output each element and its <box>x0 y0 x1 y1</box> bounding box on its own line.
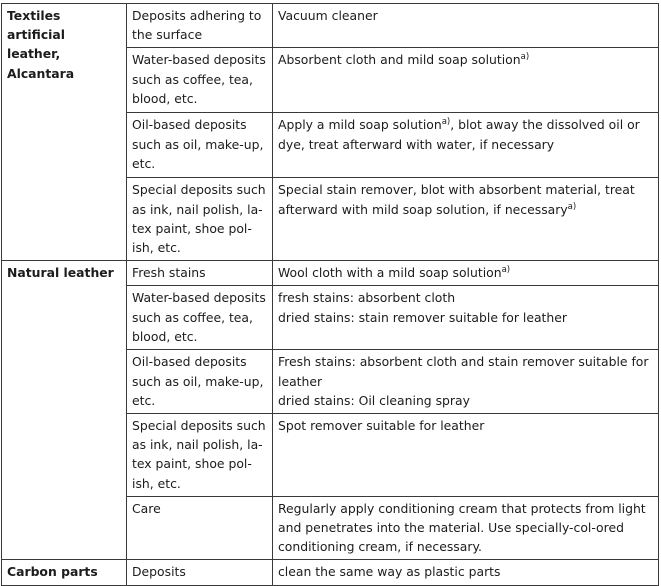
remedy-cell <box>273 4 659 48</box>
remedy-text: clean the same way as plastic parts <box>278 564 501 580</box>
stain-cell: Water-based deposits such as coffee, tea, blood, etc. <box>127 48 273 113</box>
cleaning-table <box>1 3 659 586</box>
remedy-text: Regularly apply conditioning cream that protects from light and penetrates into the material. Use specially-col-ored conditioning cream, if necessary. <box>278 500 646 555</box>
table-row <box>2 560 659 585</box>
remedy-line: Fresh stains: absorbent cloth and stain remover suitable for leather <box>278 354 649 389</box>
remedy-text: Wool cloth with a mild soap solution <box>278 265 502 281</box>
category-natural-leather: Natural leather <box>2 261 127 560</box>
stain-cell: Fresh stains <box>127 261 273 286</box>
stain-cell: Care <box>127 496 273 560</box>
remedy-cell <box>273 496 659 560</box>
stain-cell: Oil-based deposits such as oil, make-up, etc. <box>127 350 273 414</box>
stain-cell: Oil-based deposits such as oil, make-up, etc. <box>127 113 273 178</box>
category-carbon-parts: Carbon parts <box>2 560 127 585</box>
remedy-line: dried stains: Oil cleaning spray <box>278 392 470 408</box>
category-label: Textiles <box>7 8 61 23</box>
remedy-cell <box>273 261 659 286</box>
footnote-marker: a) <box>441 117 451 128</box>
remedy-cell <box>273 113 659 178</box>
remedy-cell <box>273 178 659 261</box>
stain-cell: Deposits <box>127 560 273 585</box>
remedy-cell <box>273 48 659 113</box>
footnote-marker: a) <box>501 265 511 276</box>
table-row <box>2 4 659 48</box>
remedy-text: Apply a mild soap solution <box>278 117 442 133</box>
remedy-line: dried stains: stain remover suitable for leather <box>278 309 567 325</box>
stain-cell: Special deposits such as ink, nail polish, la-tex paint, shoe pol-ish, etc. <box>127 414 273 497</box>
remedy-text: Special stain remover, blot with absorbent material, treat afterward with mild soap solution, if necessary <box>278 182 635 217</box>
footnote-marker: a) <box>520 52 530 63</box>
remedy-cell <box>273 286 659 350</box>
remedy-cell <box>273 350 659 414</box>
remedy-text: Absorbent cloth and mild soap solution <box>278 52 521 68</box>
category-textiles: Textiles artificial leather, Alcantara <box>2 4 127 261</box>
remedy-line: fresh stains: absorbent cloth <box>278 290 456 306</box>
stain-cell: Special deposits such as ink, nail polish, la-tex paint, shoe pol-ish, etc. <box>127 178 273 261</box>
stain-cell: Deposits adhering to the surface <box>127 4 273 48</box>
remedy-cell <box>273 414 659 497</box>
remedy-text: , blot away the dissolved oil or dye, treat afterward with water, if necessary <box>278 117 640 152</box>
table-row <box>2 261 659 286</box>
remedy-text: Spot remover suitable for leather <box>278 418 485 434</box>
remedy-text: Vacuum cleaner <box>278 8 378 23</box>
remedy-cell <box>273 560 659 585</box>
footnote-marker: a) <box>567 201 577 212</box>
stain-cell: Water-based deposits such as coffee, tea, blood, etc. <box>127 286 273 350</box>
